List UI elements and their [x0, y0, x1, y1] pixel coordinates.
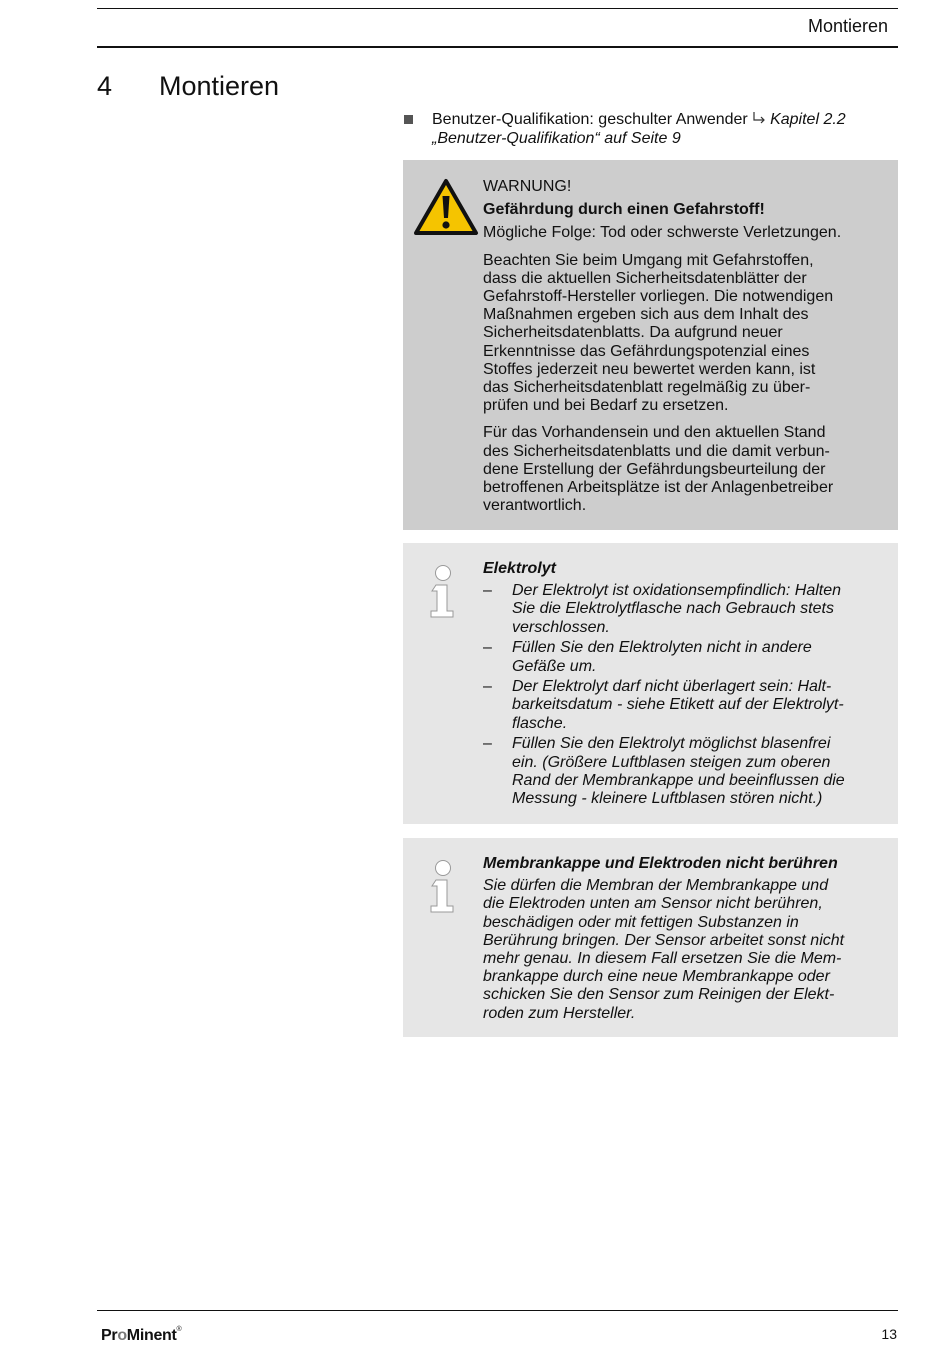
warning-triangle-icon [413, 178, 479, 241]
qualification-prefix: Benutzer-Qualifikation: geschulter Anwender [432, 111, 748, 128]
chapter-reference-link[interactable]: Kapitel 2.2 [770, 111, 846, 128]
chapter-reference-link-title[interactable]: „Benutzer-Qualifikation“ auf Seite 9 [432, 130, 681, 147]
note-membrane-content [483, 855, 868, 1023]
cross-reference-arrow-icon [752, 111, 770, 127]
footer-rule [97, 1310, 898, 1311]
warning-consequence: Mögliche Folge: Tod oder schwerste Verletzungen. [483, 224, 842, 242]
warning-signal-word: WARNUNG! [483, 178, 572, 195]
prominent-logo: ProMinent® [101, 1326, 182, 1344]
note-electrolyte-list [483, 582, 868, 808]
user-qualification-item [404, 110, 884, 148]
note-electrolyte-title: Elektrolyt [483, 560, 556, 577]
header-top-rule [97, 8, 898, 9]
header-bottom-rule [97, 46, 898, 48]
chapter-number: 4 [97, 71, 113, 101]
note-box-electrolyte [403, 543, 898, 824]
warning-paragraph-2: Für das Vorhandensein und den aktuellen Stand des Sicherheitsdatenblatts und die damit verbun- dene Erstellung der Gefährdungsbeurteilung der betroffenen Arbeitsplätze ist der Anlagenbetreiber verantwortlich. [483, 424, 834, 515]
info-icon [427, 563, 459, 624]
note-membrane-title: Membrankappe und Elektroden nicht berühren [483, 855, 838, 872]
note-box-membrane [403, 838, 898, 1037]
list-item: – Füllen Sie den Elektrolyten nicht in andere Gefäße um. [483, 639, 812, 675]
list-item: – Füllen Sie den Elektrolyt möglichst blasenfrei ein. (Größere Luftblasen steigen zum oberen Rand der Membrankappe und beeinflussen die Messung - kleinere Luftblasen stören nicht.) [483, 735, 845, 807]
page-number: 13 [881, 1326, 897, 1342]
warning-title: Gefährdung durch einen Gefahrstoff! [483, 201, 765, 219]
warning-paragraph-1: Beachten Sie beim Umgang mit Gefahrstoffen, dass die aktuellen Sicherheitsdatenblätter der Gefahrstoff-Hersteller vorliegen. Die notwendigen Maßnahmen ergeben sich aus dem Inhalt des Sicherheitsdatenblatts. Da aufgrund neuer Erkenntnisse das Gefährdungspotenzial eines Stoffes jederzeit neu bewertet werden kann, ist das Sicherheitsdatenblatt regelmäßig zu über- prüfen und bei Bedarf zu ersetzen. [483, 251, 834, 415]
warning-box [403, 160, 898, 530]
list-item: – Der Elektrolyt ist oxidationsempfindlich: Halten Sie die Elektrolytflasche nach Gebrauch stets verschlossen. [483, 582, 842, 636]
note-electrolyte-content [483, 560, 868, 811]
list-item: – Der Elektrolyt darf nicht überlagert sein: Halt- barkeitsdatum - siehe Etikett auf der Elektrolyt- flasche. [483, 678, 844, 732]
chapter-title: Montieren [159, 71, 280, 101]
square-bullet-icon [404, 115, 413, 124]
note-membrane-text: Sie dürfen die Membran der Membrankappe und die Elektroden unten am Sensor nicht berühren, beschädigen oder mit fettigen Substanzen in Berührung bringen. Der Sensor arbeitet sonst nicht mehr genau. In diesem Fall ersetzen Sie die Mem- brankappe durch eine neue Membrankappe oder schicken Sie den Sensor zum Reinigen der Elekt- roden zum Hersteller. [483, 877, 845, 1022]
info-icon [427, 858, 459, 919]
running-header-title: Montieren [807, 16, 888, 36]
warning-content [483, 178, 868, 515]
